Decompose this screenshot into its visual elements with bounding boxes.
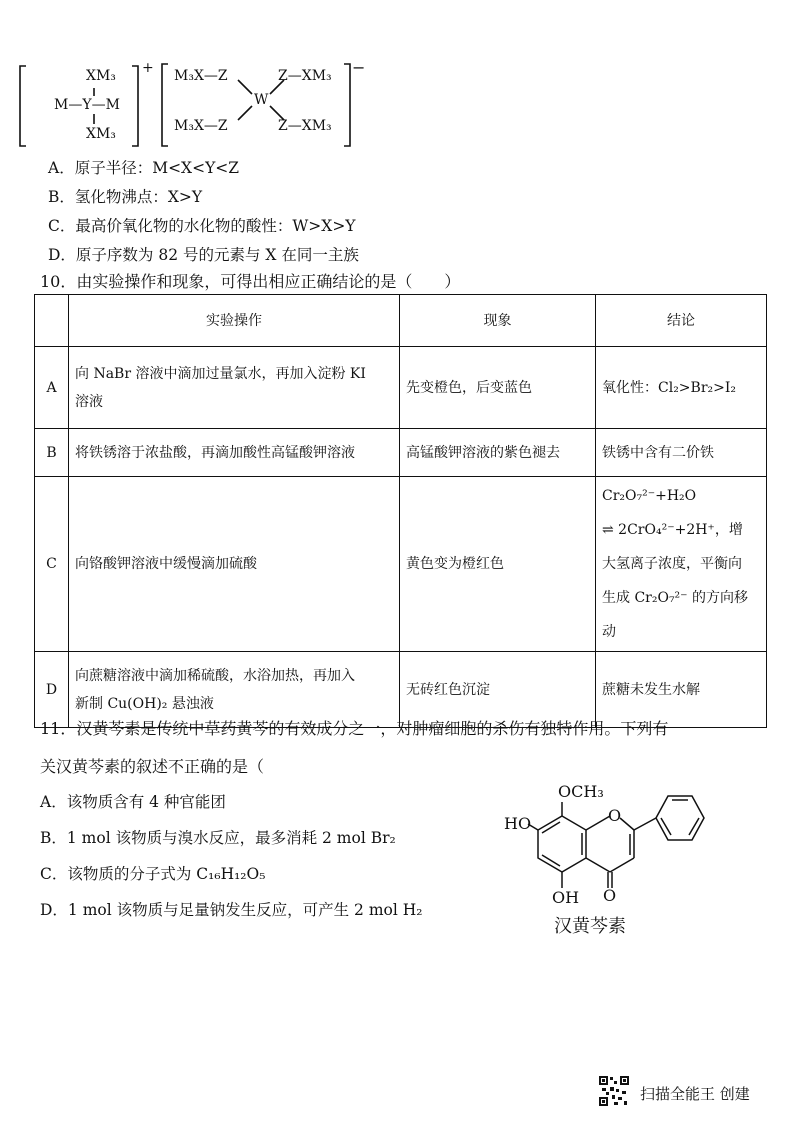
scanner-watermark: 扫描全能王 创建	[640, 1085, 750, 1103]
row-operation: 向 NaBr 溶液中滴加过量氯水，再加入淀粉 KI 溶液	[69, 347, 400, 429]
table-header-row	[35, 295, 767, 347]
row-label: B	[35, 429, 69, 477]
table-row	[35, 347, 767, 429]
anion-top-right: Z—XM₃	[278, 68, 332, 84]
header-blank	[35, 295, 69, 347]
cation-bottom: XM₃	[86, 126, 116, 142]
molecule-name: 汉黄芩素	[554, 916, 626, 937]
q9-option-d: D．原子序数为 82 号的元素与 X 在同一主族	[48, 246, 359, 264]
header-conclusion: 结论	[596, 295, 767, 347]
q9-option-c: C．最高价氧化物的水化物的酸性：W>X>Y	[48, 217, 356, 235]
row-label: A	[35, 347, 69, 429]
q9-option-a: A．原子半径：M<X<Y<Z	[48, 159, 240, 177]
anion-center: W	[254, 92, 269, 108]
wogonin-structure	[500, 778, 720, 940]
row-phenomenon: 黄色变为橙红色	[400, 477, 596, 652]
anion-charge: −	[352, 58, 366, 77]
row-conclusion: 氧化性：Cl₂>Br₂>I₂	[596, 347, 767, 429]
table-row	[35, 429, 767, 477]
cation-top: XM₃	[86, 68, 116, 84]
q11-stem-line2: 关汉黄芩素的叙述不正确的是（	[40, 757, 265, 776]
anion-top-left: M₃X—Z	[174, 68, 228, 84]
row-label: D	[35, 652, 69, 728]
header-phenomenon: 现象	[400, 295, 596, 347]
label-oh: OH	[552, 888, 580, 907]
q11-stem-line1: 11．汉黄芩素是传统中草药黄芩的有效成分之一，对肿瘤细胞的杀伤有独特作用。下列有	[40, 719, 669, 738]
ion-structure	[14, 58, 364, 152]
qr-code-icon	[598, 1075, 630, 1107]
anion-bottom-right: Z—XM₃	[278, 118, 332, 134]
cation-middle: M—Y—M	[54, 97, 120, 113]
q10-stem: 10．由实验操作和现象，可得出相应正确结论的是（ ）	[40, 272, 461, 291]
row-operation: 向蔗糖溶液中滴加稀硫酸，水浴加热，再加入 新制 Cu(OH)₂ 悬浊液	[69, 652, 400, 728]
cation-charge: +	[142, 60, 154, 76]
row-phenomenon: 无砖红色沉淀	[400, 652, 596, 728]
experiment-table	[34, 294, 767, 728]
table-row	[35, 652, 767, 728]
q11-option-d: D．1 mol 该物质与足量钠发生反应，可产生 2 mol H₂	[40, 901, 423, 919]
table-row	[35, 477, 767, 652]
row-phenomenon: 先变橙色，后变蓝色	[400, 347, 596, 429]
row-conclusion: 蔗糖未发生水解	[596, 652, 767, 728]
q11-option-b: B．1 mol 该物质与溴水反应，最多消耗 2 mol Br₂	[40, 829, 396, 847]
row-phenomenon: 高锰酸钾溶液的紫色褪去	[400, 429, 596, 477]
row-label: C	[35, 477, 69, 652]
label-och3: OCH₃	[558, 782, 604, 801]
q11-option-c: C．该物质的分子式为 C₁₆H₁₂O₅	[40, 865, 266, 883]
qr-code	[598, 1075, 630, 1107]
row-operation: 向铬酸钾溶液中缓慢滴加硫酸	[69, 477, 400, 652]
label-ketone-o: O	[603, 886, 617, 905]
header-operation: 实验操作	[69, 295, 400, 347]
label-ho: HO	[504, 814, 532, 833]
q9-option-b: B．氢化物沸点：X>Y	[48, 188, 203, 206]
row-operation: 将铁锈溶于浓盐酸，再滴加酸性高锰酸钾溶液	[69, 429, 400, 477]
q11-option-a: A．该物质含有 4 种官能团	[40, 793, 226, 811]
label-ring-o: O	[608, 806, 622, 825]
anion-bottom-left: M₃X—Z	[174, 118, 228, 134]
row-conclusion: 铁锈中含有二价铁	[596, 429, 767, 477]
row-conclusion: Cr₂O₇²⁻+H₂O ⇌ 2CrO₄²⁻+2H⁺，增 大氢离子浓度，平衡向 生成 Cr₂O₇²⁻ 的方向移动	[596, 477, 767, 652]
